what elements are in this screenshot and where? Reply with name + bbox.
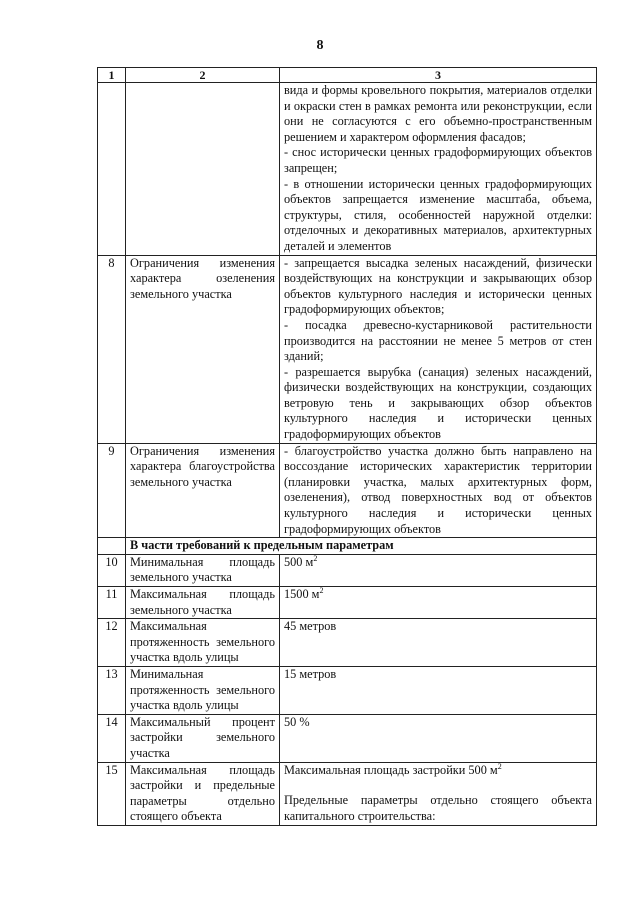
table-row-10 [98,554,597,586]
row-value: 500 $м^2$ [280,554,597,586]
header-col-1: 1 [98,68,126,83]
row-number: 12 [98,619,126,667]
table-row-15 [98,762,597,825]
table-row-8 [98,255,597,443]
max-building-area: Максимальная площадь застройки 500 м [284,762,498,777]
list-item: - запрещается высадка зеленых насаждений, физически воздействующих на конструкции и закрывающих обзор объектов культурного наследия и исторически ценных градоформирующих объектов; [284,255,592,317]
page-number: 8 [316,38,324,53]
row-text [280,83,597,256]
header-col-2: 2 [126,68,280,83]
row-number [98,83,126,256]
row-title: Ограничения изменения характера озеленения земельного участка [126,255,280,443]
table-row-11 [98,587,597,619]
row-value: 1500 $м^2$ [280,587,597,619]
row-number: 11 [98,587,126,619]
row-number: 14 [98,714,126,762]
table-header-row [98,68,597,83]
section-title: В части требований к предельным параметрам [126,538,597,555]
list-item: - посадка древесно-кустарниковой растительности производится на расстоянии не менее 5 метров от стен зданий; [284,317,592,364]
row-number: 13 [98,666,126,714]
list-item: - разрешается вырубка (санация) зеленых насаждений, физически воздействующих на конструкции, создающих ветровую тень и закрывающих обзор объектов культурного наследия и исторически ценных градоформирующих объектов [284,364,592,442]
continued-text: вида и формы кровельного покрытия, материалов отделки и окраски стен в рамках ремонта или реконструкции, если они не согласуются с его объемно-пространственным решением и характером оформления фасадов; [284,83,592,144]
row-title: Максимальная протяженность земельного участка вдоль улицы [126,619,280,667]
row-text: - благоустройство участка должно быть направлено на воссоздание исторических характеристик территории (планировки участка, малых архитектурных форм, озеленения), отвод поверхностных вод от объектов культурного наследия и исторически ценных градоформирующих объектов [280,443,597,538]
regulations-table [97,67,597,826]
row-number: 10 [98,554,126,586]
table-row-14 [98,714,597,762]
row-title: Минимальная протяженность земельного участка вдоль улицы [126,666,280,714]
table-row-13 [98,666,597,714]
row-number: 15 [98,762,126,825]
change-ban: - в отношении исторически ценных градоформирующих объектов запрещается изменение масштаба, объема, структуры, стиля, особенностей наружной отделки: отделочных и декоративных материалов, архитектурных деталей и элементов [284,176,592,253]
row-title: Ограничения изменения характера благоустройства земельного участка [126,443,280,538]
row-value: 45 метров [280,619,597,667]
row-title: Максимальная площадь застройки и предельные параметры отдельно стоящего объекта [126,762,280,825]
row-title: Максимальный процент застройки земельного участка [126,714,280,762]
table-row-9 [98,443,597,538]
row-number: 9 [98,443,126,538]
row-value: Максимальная площадь застройки 500 $м^2$ Предельные параметры отдельно стоящего объекта капитального строительства: [280,762,597,825]
row-title [126,83,280,256]
section-header-row [98,538,597,555]
table-row-continuation [98,83,597,256]
row-number: 8 [98,255,126,443]
header-col-3: 3 [280,68,597,83]
row-title: Минимальная площадь земельного участка [126,554,280,586]
row-title: Максимальная площадь земельного участка [126,587,280,619]
row-value: 50 % [280,714,597,762]
row-value: 15 метров [280,666,597,714]
demolition-ban: - снос исторически ценных градоформирующих объектов запрещен; [284,145,592,175]
table-row-12 [98,619,597,667]
limit-params-text: Предельные параметры отдельно стоящего объекта капитального строительства: [284,793,592,823]
row-text [280,255,597,443]
